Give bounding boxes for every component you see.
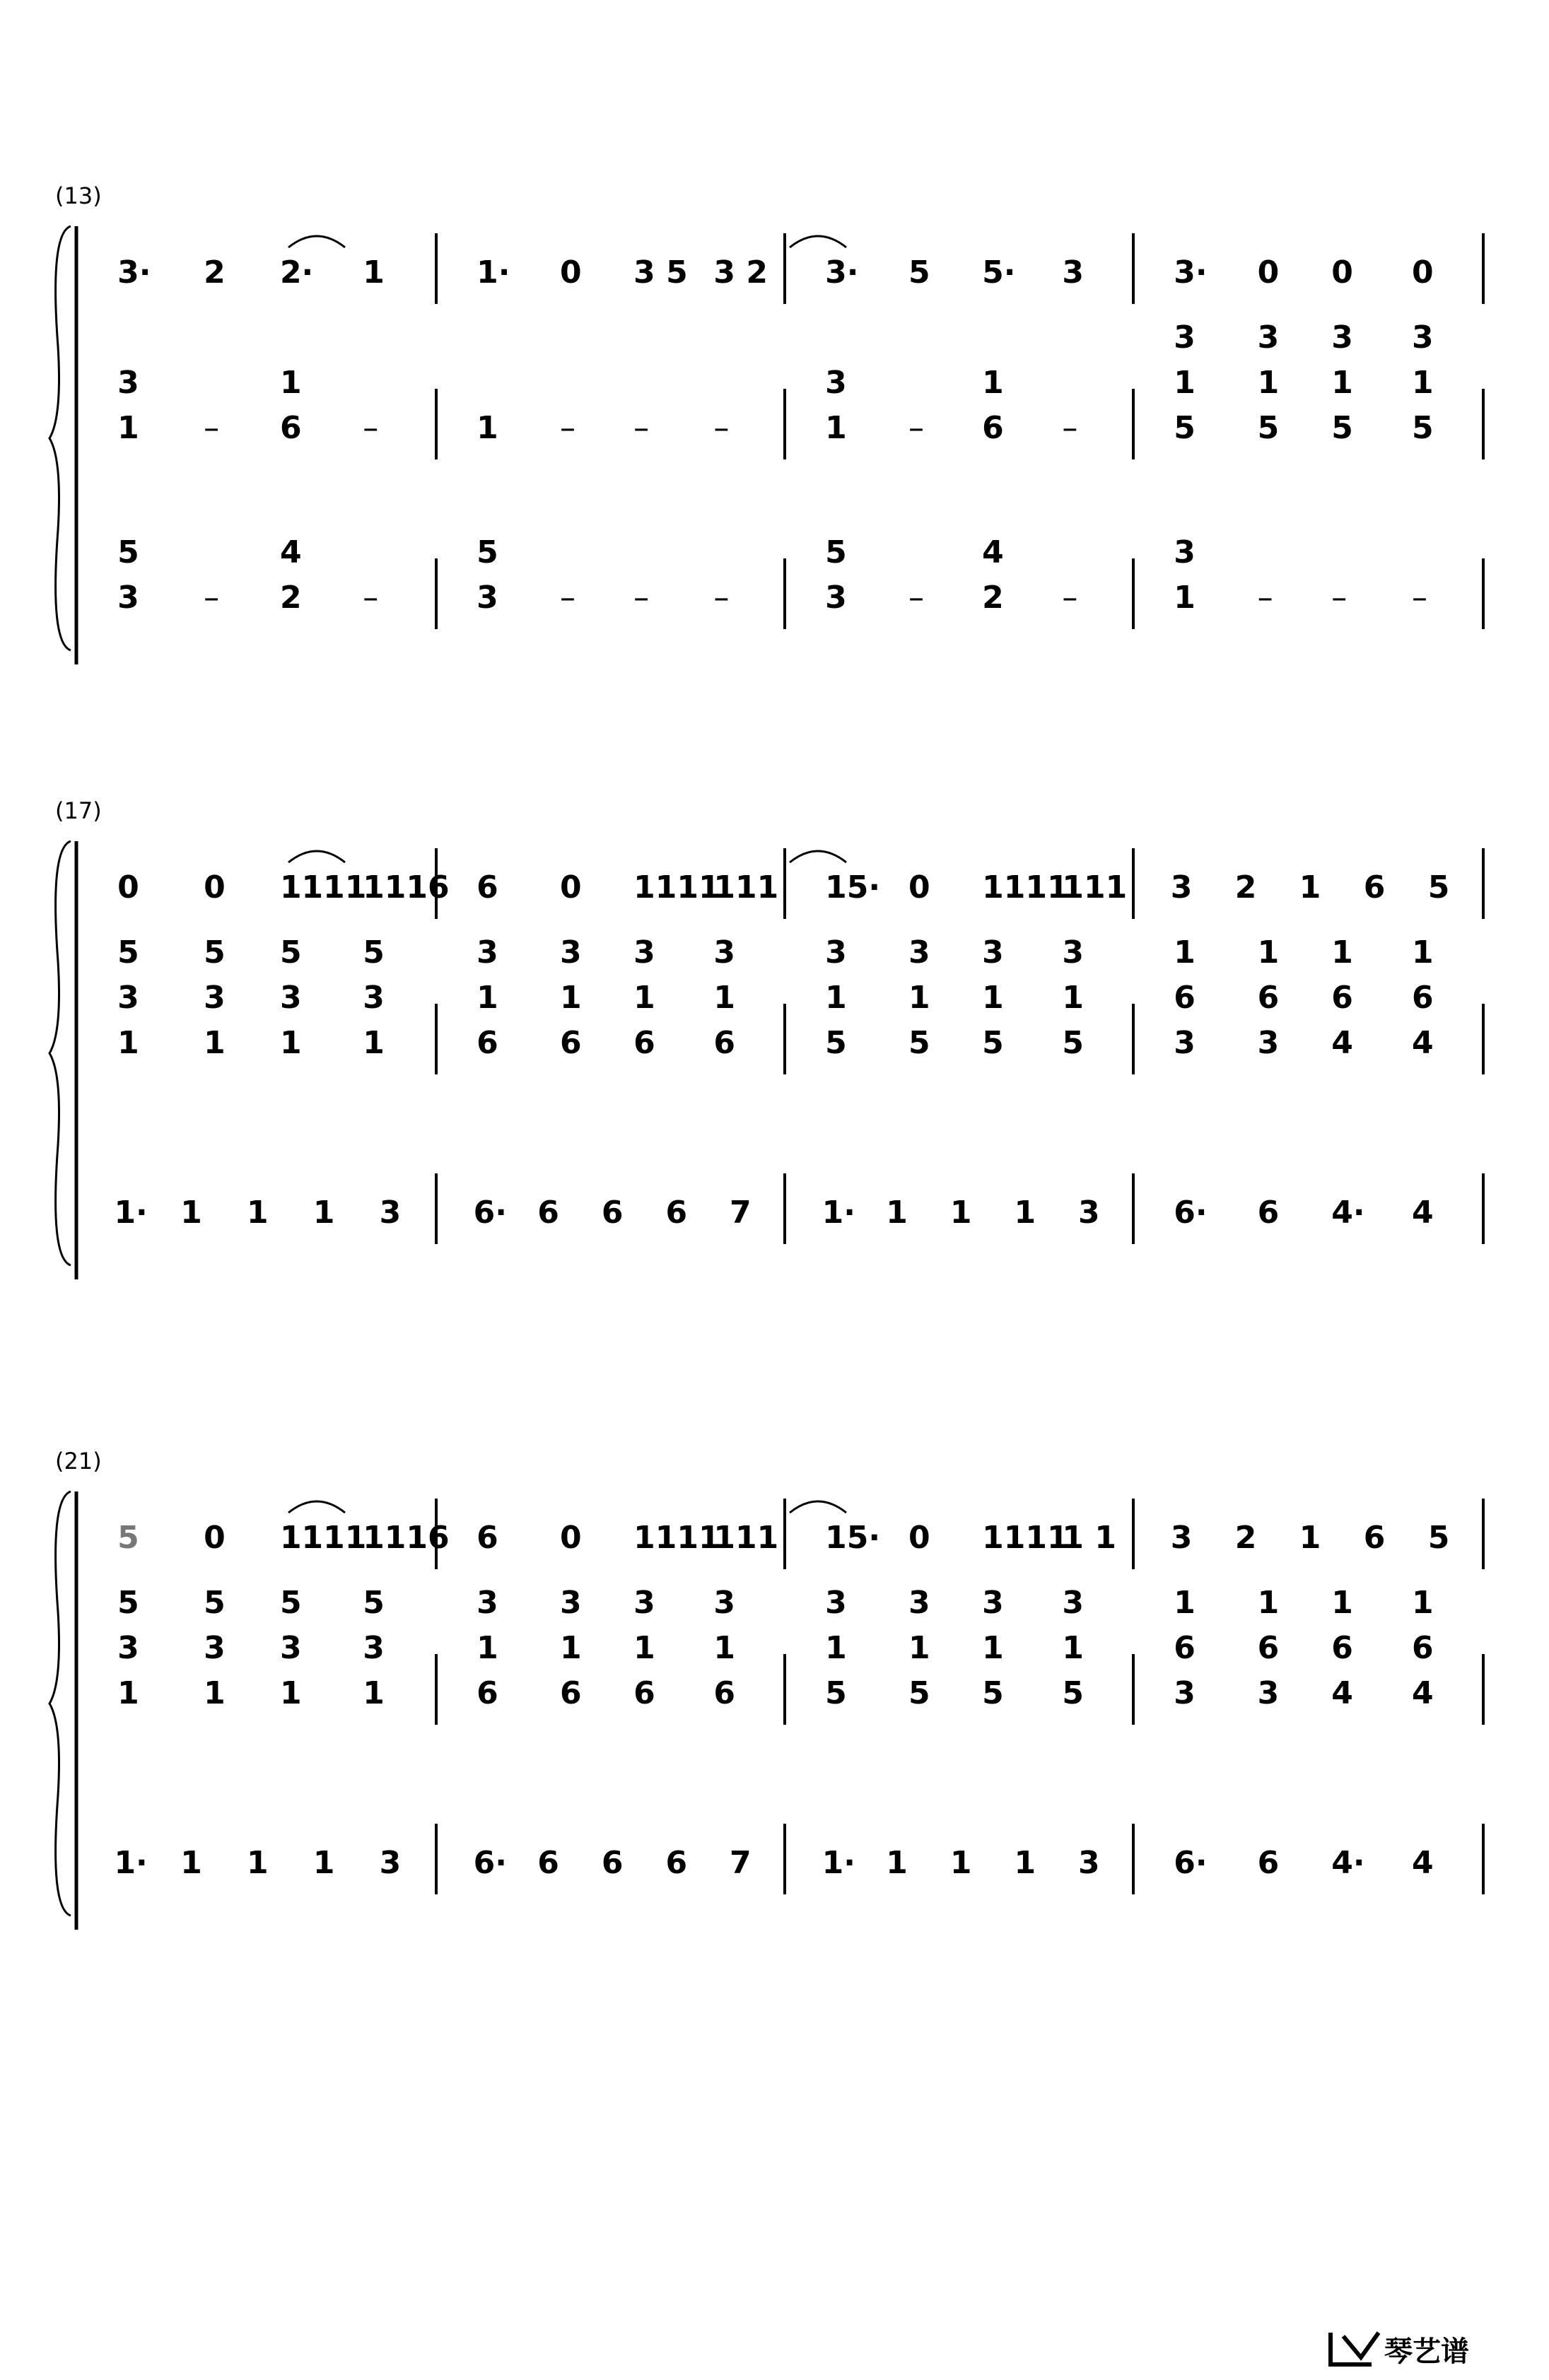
note-glyph: 1 bbox=[949, 1845, 972, 1881]
system-brace bbox=[49, 226, 71, 650]
note-glyph: 1· bbox=[114, 1195, 148, 1231]
note-glyph: 6 bbox=[477, 1520, 498, 1556]
measure-number: (17) bbox=[55, 797, 102, 824]
note-glyph: 3 1 bbox=[117, 365, 139, 446]
note-glyph: 3 2 bbox=[713, 254, 768, 291]
note-glyph: 3 1 5 bbox=[825, 934, 847, 1061]
note-glyph: 3 1 5 bbox=[982, 1585, 1004, 1711]
note-glyph: 1 6 3 bbox=[1174, 934, 1196, 1061]
note-glyph: 1 6 3 bbox=[1257, 934, 1280, 1061]
note-glyph: 1· bbox=[822, 1845, 855, 1881]
note-glyph: 3 bbox=[1170, 869, 1193, 905]
note-glyph: 1 bbox=[477, 410, 498, 446]
sustain-dash: – bbox=[559, 580, 575, 616]
system-brace bbox=[49, 1491, 71, 1916]
note-glyph: 4 bbox=[1412, 1845, 1434, 1881]
note-glyph: 6 bbox=[601, 1845, 624, 1881]
note-glyph: 6 bbox=[601, 1195, 624, 1231]
score-lines bbox=[49, 226, 1483, 1930]
note-glyph: 0 bbox=[204, 1520, 226, 1556]
note-glyph: 5 bbox=[117, 1520, 139, 1556]
note-glyph: 5 3 1 bbox=[117, 934, 139, 1061]
note-glyph: 4· bbox=[1331, 1195, 1365, 1231]
note-glyph: 1111 bbox=[279, 869, 367, 905]
note-glyph: 0 bbox=[204, 869, 226, 905]
note-glyph: 1111 bbox=[633, 1520, 720, 1556]
note-glyph: 3 1 6 bbox=[477, 1585, 498, 1711]
note-glyph: 3· bbox=[1174, 254, 1208, 291]
sustain-dash: – bbox=[363, 410, 379, 446]
tie-arc bbox=[790, 851, 846, 862]
sustain-dash: – bbox=[559, 410, 575, 446]
sustain-dash: – bbox=[908, 410, 924, 446]
note-glyph: 3 1 5 bbox=[1062, 1585, 1085, 1711]
sustain-dash: – bbox=[1062, 410, 1078, 446]
note-glyph: 4 2 bbox=[982, 534, 1004, 616]
note-glyph: 1 bbox=[180, 1845, 202, 1881]
note-glyph: 1 bbox=[180, 1195, 202, 1231]
sustain-dash: – bbox=[363, 580, 379, 616]
sustain-dash: – bbox=[204, 410, 220, 446]
note-glyph: 5 3 1 bbox=[363, 1585, 385, 1711]
note-glyph: 3 1 6 bbox=[559, 1585, 582, 1711]
note-glyph: 1 bbox=[1299, 1520, 1321, 1556]
note-glyph: 1 6 4 bbox=[1331, 1585, 1353, 1711]
note-glyph: 3 1 6 bbox=[633, 1585, 655, 1711]
note-glyph: 3 1 5 bbox=[1174, 320, 1196, 446]
note-glyph: 3 1 5 bbox=[982, 934, 1004, 1061]
note-glyph: 3 bbox=[379, 1195, 402, 1231]
note-glyph: 0 bbox=[1412, 254, 1434, 291]
note-glyph: 1 6 4 bbox=[1412, 1585, 1434, 1711]
note-glyph: 6· bbox=[473, 1195, 507, 1231]
note-glyph: 1 bbox=[247, 1845, 269, 1881]
sustain-dash: – bbox=[908, 580, 924, 616]
note-glyph: 0 bbox=[559, 869, 582, 905]
note-glyph: 3 bbox=[1078, 1195, 1100, 1231]
note-glyph: 5 3 1 bbox=[363, 934, 385, 1061]
measure-number: (13) bbox=[55, 182, 102, 209]
note-glyph: 1 bbox=[247, 1195, 269, 1231]
note-glyph: 6 bbox=[1363, 869, 1386, 905]
note-glyph: 3 5 bbox=[633, 254, 688, 291]
note-glyph: 0 bbox=[908, 1520, 930, 1556]
note-glyph: 5 bbox=[1427, 869, 1450, 905]
note-glyph: 5 3 1 bbox=[279, 934, 302, 1061]
note-glyph: 3 1 6 bbox=[713, 934, 736, 1061]
note-glyph: 2· bbox=[279, 254, 314, 291]
note-glyph: 3· bbox=[117, 254, 151, 291]
note-glyph: 1 bbox=[1299, 869, 1321, 905]
note-glyph: 7 bbox=[730, 1195, 752, 1231]
note-glyph: 3 1 5 bbox=[1412, 320, 1434, 446]
note-glyph: 1 bbox=[312, 1845, 335, 1881]
note-glyph: 1 bbox=[886, 1845, 908, 1881]
note-glyph: 5 bbox=[1427, 1520, 1450, 1556]
note-glyph: 5 bbox=[908, 254, 930, 291]
note-glyph: 1 bbox=[312, 1195, 335, 1231]
note-glyph: 0 bbox=[1257, 254, 1280, 291]
note-glyph: 1116 bbox=[363, 1520, 450, 1556]
note-glyph: 1 bbox=[363, 254, 385, 291]
note-glyph: 1 bbox=[949, 1195, 972, 1231]
note-glyph: 3 bbox=[1078, 1845, 1100, 1881]
note-glyph: 3 bbox=[1062, 254, 1085, 291]
note-glyph: 4· bbox=[1331, 1845, 1365, 1881]
note-glyph: 3 1 6 bbox=[559, 934, 582, 1061]
note-glyph: 1 bbox=[1014, 1195, 1036, 1231]
note-glyph: 15· bbox=[825, 869, 881, 905]
note-glyph: 1111 bbox=[982, 869, 1069, 905]
note-glyph: 1 6 3 bbox=[1257, 1585, 1280, 1711]
note-glyph: 6 bbox=[1257, 1845, 1280, 1881]
note-glyph: 0 bbox=[559, 254, 582, 291]
note-glyph: 2 bbox=[1234, 869, 1257, 905]
note-glyph: 111 bbox=[713, 869, 779, 905]
note-glyph: 1· bbox=[477, 254, 510, 291]
note-glyph: 111 bbox=[1062, 869, 1128, 905]
note-glyph: 4 2 bbox=[279, 534, 302, 616]
note-glyph: 5 3 bbox=[825, 534, 847, 616]
sustain-dash: – bbox=[713, 410, 730, 446]
note-glyph: 6· bbox=[1174, 1195, 1208, 1231]
note-glyph: 15· bbox=[825, 1520, 881, 1556]
note-glyph: 1 6 bbox=[279, 365, 302, 446]
sustain-dash: – bbox=[1062, 580, 1078, 616]
tie-arc bbox=[790, 236, 846, 247]
note-glyph: 7 bbox=[730, 1845, 752, 1881]
note-glyph: 1111 bbox=[982, 1520, 1069, 1556]
note-glyph: 6 bbox=[665, 1195, 688, 1231]
note-glyph: 1· bbox=[114, 1845, 148, 1881]
note-glyph: 0 bbox=[908, 869, 930, 905]
note-glyph: 3 1 5 bbox=[908, 1585, 930, 1711]
tie-arc bbox=[790, 1501, 846, 1513]
note-glyph: 1 6 4 bbox=[1412, 934, 1434, 1061]
note-glyph: 3 1 5 bbox=[908, 934, 930, 1061]
sustain-dash: – bbox=[633, 410, 650, 446]
measure-number: (21) bbox=[55, 1448, 102, 1475]
note-glyph: 1 bbox=[886, 1195, 908, 1231]
watermark-text: 琴艺谱 bbox=[1384, 2335, 1469, 2368]
note-glyph: 5 3 bbox=[117, 534, 139, 616]
sustain-dash: – bbox=[1331, 580, 1348, 616]
note-glyph: 6 bbox=[1257, 1195, 1280, 1231]
note-glyph: 6· bbox=[1174, 1845, 1208, 1881]
note-glyph: 3 1 6 bbox=[633, 934, 655, 1061]
sustain-dash: – bbox=[1412, 580, 1427, 616]
note-glyph: 1 6 4 bbox=[1331, 934, 1353, 1061]
note-glyph: 3 1 5 bbox=[825, 1585, 847, 1711]
note-glyph: 1116 bbox=[363, 869, 450, 905]
note-glyph: 1 6 3 bbox=[1174, 1585, 1196, 1711]
score-notes bbox=[55, 182, 1449, 1881]
note-glyph: 6 bbox=[665, 1845, 688, 1881]
note-glyph: 5· bbox=[982, 254, 1016, 291]
sustain-dash: – bbox=[1257, 580, 1273, 616]
note-glyph: 111 bbox=[713, 1520, 779, 1556]
note-glyph: 3 1 bbox=[825, 365, 847, 446]
note-glyph: 6 bbox=[1363, 1520, 1386, 1556]
note-glyph: 3 1 5 bbox=[1331, 320, 1353, 446]
note-glyph: 3 1 5 bbox=[1257, 320, 1280, 446]
note-glyph: 1 6 bbox=[982, 365, 1004, 446]
sustain-dash: – bbox=[633, 580, 650, 616]
note-glyph: 4 bbox=[1412, 1195, 1434, 1231]
note-glyph: 5 3 1 bbox=[204, 1585, 226, 1711]
note-glyph: 3 1 bbox=[1174, 534, 1196, 616]
note-glyph: 5 3 1 bbox=[279, 1585, 302, 1711]
tie-arc bbox=[288, 851, 345, 862]
tie-arc bbox=[288, 236, 345, 247]
note-glyph: 1 bbox=[1014, 1845, 1036, 1881]
tie-arc bbox=[288, 1501, 345, 1513]
note-glyph: 2 bbox=[204, 254, 226, 291]
note-glyph: 1111 bbox=[633, 869, 720, 905]
piano-key-logo-icon bbox=[1331, 2333, 1379, 2364]
note-glyph: 5 3 1 bbox=[117, 1585, 139, 1711]
note-glyph: 6 bbox=[477, 869, 498, 905]
note-glyph: 3 1 6 bbox=[477, 934, 498, 1061]
note-glyph: 5 3 1 bbox=[204, 934, 226, 1061]
system-brace bbox=[49, 841, 71, 1265]
note-glyph: 6 bbox=[537, 1195, 559, 1231]
note-glyph: 3 bbox=[1170, 1520, 1193, 1556]
watermark-logo bbox=[1331, 2333, 1469, 2368]
sustain-dash: – bbox=[713, 580, 730, 616]
note-glyph: 0 bbox=[117, 869, 139, 905]
note-glyph: 1· bbox=[822, 1195, 855, 1231]
note-glyph: 2 bbox=[1234, 1520, 1257, 1556]
note-glyph: 5 3 bbox=[477, 534, 498, 616]
note-glyph: 1111 bbox=[279, 1520, 367, 1556]
note-glyph: 3 1 6 bbox=[713, 1585, 736, 1711]
note-glyph: 1 1 bbox=[1062, 1520, 1116, 1556]
note-glyph: 3 bbox=[379, 1845, 402, 1881]
note-glyph: 3· bbox=[825, 254, 859, 291]
note-glyph: 0 bbox=[559, 1520, 582, 1556]
note-glyph: 0 bbox=[1331, 254, 1353, 291]
note-glyph: 3 1 5 bbox=[1062, 934, 1085, 1061]
note-glyph: 6· bbox=[473, 1845, 507, 1881]
sustain-dash: – bbox=[204, 580, 220, 616]
note-glyph: 6 bbox=[537, 1845, 559, 1881]
